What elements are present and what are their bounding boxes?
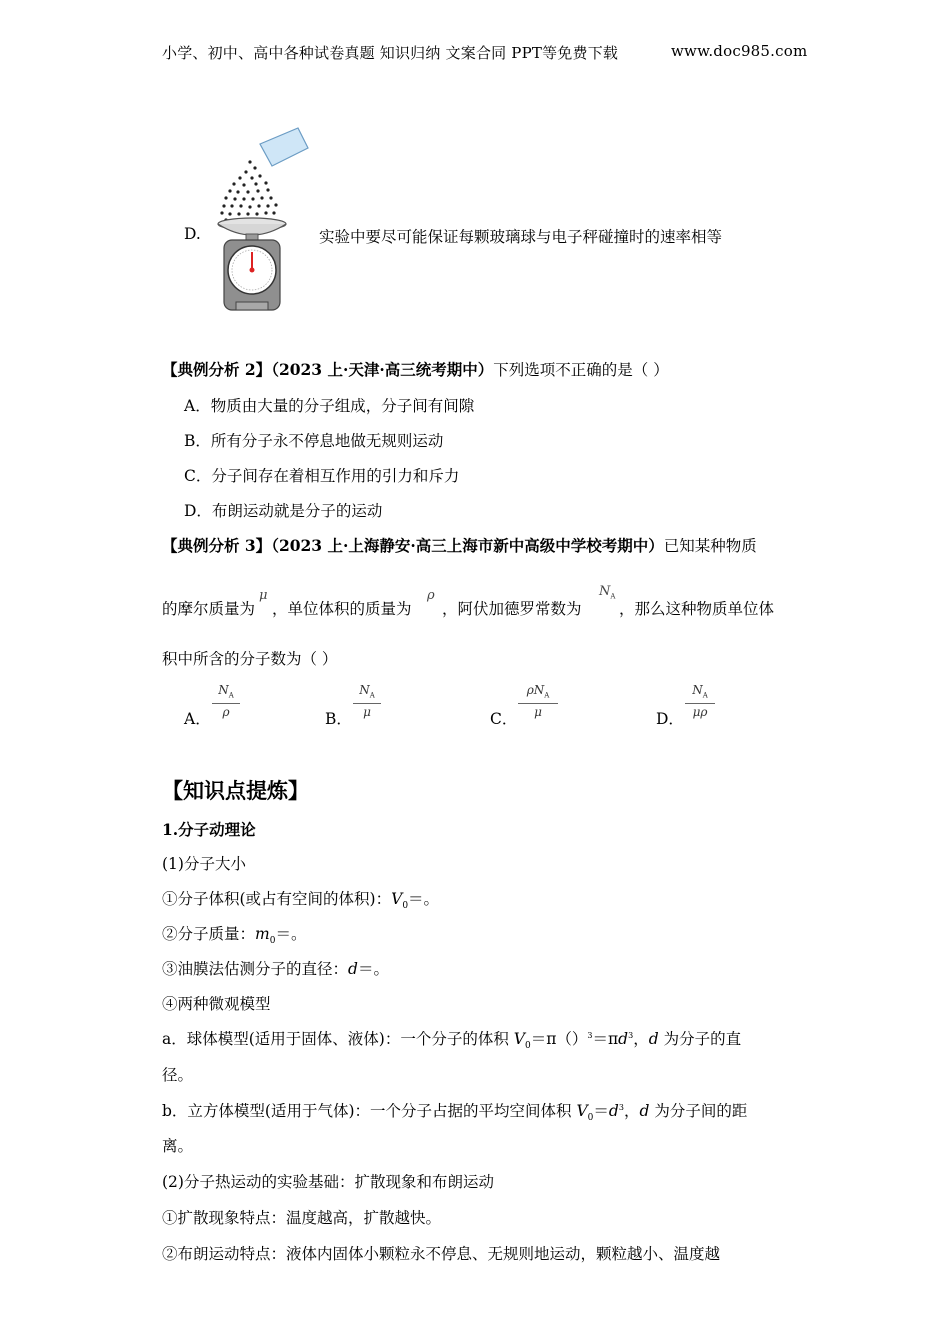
option-d-letter: D. — [184, 225, 201, 243]
example3-line1: 已知某种物质 — [663, 537, 757, 555]
example2-option-b: B．所有分子永不停息地做无规则运动 — [184, 432, 444, 450]
example3-tag: 【典例分析 3】 — [162, 536, 272, 555]
example3-option-a-label: A． — [184, 710, 211, 728]
scale-illustration — [210, 122, 310, 314]
example2-option-d: D．布朗运动就是分子的运动 — [184, 502, 383, 520]
cube-model-line: b．立方体模型(适用于气体)：一个分子占据的平均空间体积 $V_0=d^3$，d 为分子间的距 — [162, 1102, 748, 1124]
brownian-line: ②布朗运动特点：液体内固体小颗粒永不停息、无规则地运动，颗粒越小、温度越 — [162, 1245, 721, 1263]
example3-option-b-label: B． — [325, 710, 352, 728]
example2-header — [162, 358, 669, 380]
example3-line3: 积中所含的分子数为（ ） — [162, 650, 338, 668]
example3-option-d-label: D． — [656, 710, 684, 728]
example3-header — [162, 534, 757, 556]
example2-question: 下列选项不正确的是（ ） — [493, 361, 669, 379]
option-d-text: 实验中要尽可能保证每颗玻璃球与电子秤碰撞时的速率相等 — [319, 228, 723, 246]
example2-source: （2023 上·天津·高三统考期中） — [271, 360, 494, 379]
knowledge-line-4: ④两种微观模型 — [162, 995, 271, 1013]
symbol-mu: μ — [259, 588, 268, 603]
example2-option-a: A．物质由大量的分子组成，分子间有间隙 — [184, 397, 475, 415]
sub-2-title: (2)分子热运动的实验基础：扩散现象和布朗运动 — [162, 1173, 494, 1191]
symbol-N: N — [599, 584, 611, 599]
symbol-NA — [599, 584, 615, 601]
example3-line2c: ，阿伏加德罗常数为 — [442, 600, 582, 618]
example3-source: （2023 上·上海静安·高三上海市新中高级中学校考期中） — [271, 536, 664, 555]
knowledge-line-1: ①分子体积(或占有空间的体积)：$V_0=$。 — [162, 890, 440, 912]
example3-line2d: ，那么这种物质单位体 — [619, 600, 775, 618]
cube-model-line-2: 离。 — [162, 1137, 194, 1155]
sphere-model-line-2: 径。 — [162, 1066, 194, 1084]
example2-tag: 【典例分析 2】 — [162, 360, 272, 379]
diffusion-line: ①扩散现象特点：温度越高，扩散越快。 — [162, 1209, 442, 1227]
knowledge-line-2: ②分子质量：$m_0=$。 — [162, 925, 307, 947]
header-text: 小学、初中、高中各种试卷真题 知识归纳 文案合同 PPT等免费下载 — [162, 44, 619, 62]
example3-option-a-fraction: $N_A$ ρ — [212, 683, 240, 719]
sub-1-title: (1)分子大小 — [162, 855, 246, 873]
section-1-title: 1.分子动理论 — [162, 820, 256, 839]
example2-option-c: C．分子间存在着相互作用的引力和斥力 — [184, 467, 460, 485]
header-url[interactable]: www.doc985.com — [671, 42, 808, 60]
example3-option-b-fraction: $N_A$ μ — [353, 683, 381, 719]
sphere-model-line: a．球体模型(适用于固体、液体)：一个分子的体积 $V_0=\pi()^3=\pi d^3$，d 为分子的直 — [162, 1030, 742, 1052]
example3-option-c-fraction: $\rho N_A$ μ — [518, 683, 558, 719]
knowledge-line-3: ③油膜法估测分子的直径：d＝。 — [162, 960, 389, 978]
example3-line2b: ，单位体积的质量为 — [272, 600, 412, 618]
symbol-A-sub: A — [610, 592, 616, 601]
symbol-rho: ρ — [427, 588, 435, 603]
knowledge-heading: 【知识点提炼】 — [162, 778, 309, 803]
example3-line2a: 的摩尔质量为 — [162, 600, 256, 618]
example3-option-c-label: C． — [490, 710, 518, 728]
example3-option-d-fraction: $N_A$ μρ — [685, 683, 715, 719]
